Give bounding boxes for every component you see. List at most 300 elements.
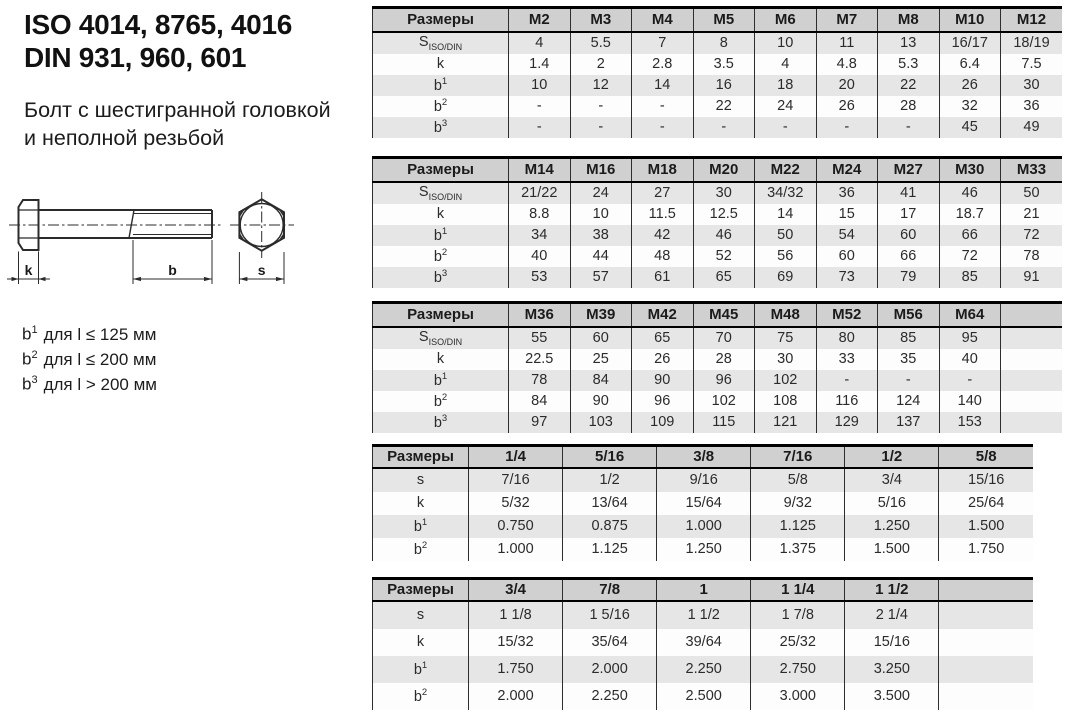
- size-column-header: 5/8: [939, 446, 1033, 469]
- value-cell: 5/32: [469, 492, 563, 515]
- row-label: $b^1$: [373, 75, 509, 96]
- size-column-header: M52: [816, 303, 878, 328]
- size-column-header: M42: [632, 303, 694, 328]
- value-cell: [1001, 349, 1063, 370]
- value-cell: 25: [570, 349, 632, 370]
- product-subtitle: [24, 96, 331, 152]
- table-metric-m36-m64: [372, 301, 1062, 433]
- value-cell: 102: [755, 370, 817, 391]
- value-cell: 115: [693, 412, 755, 433]
- table-inch-small: [372, 444, 1033, 561]
- table-row: [373, 349, 1063, 370]
- dimension-table: [372, 156, 1062, 288]
- table-row: [373, 96, 1063, 117]
- value-cell: 14: [632, 75, 694, 96]
- value-cell: 1.4: [509, 54, 571, 75]
- size-column-header: M30: [939, 158, 1001, 183]
- value-cell: 1.375: [751, 538, 845, 561]
- note-symbol: b: [22, 374, 32, 394]
- size-column-header: M24: [816, 158, 878, 183]
- subtitle-line-2: и неполной резьбой: [24, 126, 225, 150]
- value-cell: 5/16: [845, 492, 939, 515]
- value-cell: 15/16: [939, 468, 1033, 492]
- value-cell: 60: [878, 225, 940, 246]
- value-cell: 22: [693, 96, 755, 117]
- table-metric-m2-m12: [372, 6, 1062, 138]
- row-label: $b^1$: [373, 656, 469, 683]
- size-column-header: M5: [693, 8, 755, 33]
- dimension-lines: [7, 240, 284, 284]
- value-cell: 75: [755, 327, 817, 349]
- value-cell: -: [632, 117, 694, 138]
- value-cell: 14: [755, 204, 817, 225]
- size-column-header: 1 1/4: [751, 579, 845, 602]
- dim-label-k: k: [24, 262, 33, 278]
- row-label: $b^3$: [373, 412, 509, 433]
- value-cell: 109: [632, 412, 694, 433]
- table-row: [373, 391, 1063, 412]
- value-cell: 46: [693, 225, 755, 246]
- value-cell: -: [693, 117, 755, 138]
- value-cell: 39/64: [657, 629, 751, 656]
- dimension-table: [372, 444, 1033, 561]
- value-cell: 9/32: [751, 492, 845, 515]
- value-cell: 137: [878, 412, 940, 433]
- value-cell: 60: [570, 327, 632, 349]
- value-cell: 50: [755, 225, 817, 246]
- value-cell: 2.250: [657, 656, 751, 683]
- row-label: k: [373, 629, 469, 656]
- value-cell: 65: [632, 327, 694, 349]
- value-cell: 34/32: [755, 182, 817, 204]
- thread-length-notes: [22, 320, 157, 395]
- size-column-header: 7/8: [563, 579, 657, 602]
- value-cell: 2.500: [657, 683, 751, 710]
- value-cell: 50: [1001, 182, 1063, 204]
- value-cell: 52: [693, 246, 755, 267]
- value-cell: 84: [570, 370, 632, 391]
- value-cell: [939, 656, 1033, 683]
- value-cell: -: [509, 117, 571, 138]
- value-cell: 129: [816, 412, 878, 433]
- row-label-column-header: Размеры: [373, 158, 509, 183]
- value-cell: 1.125: [751, 515, 845, 538]
- row-label: k: [373, 349, 509, 370]
- value-cell: 3.250: [845, 656, 939, 683]
- value-cell: [1001, 412, 1063, 433]
- row-label: $b^2$: [373, 391, 509, 412]
- value-cell: 46: [939, 182, 1001, 204]
- size-column-header: M18: [632, 158, 694, 183]
- row-label: $S_{ISO/DIN}$: [373, 182, 509, 204]
- size-column-header: M36: [509, 303, 571, 328]
- size-column-header: M4: [632, 8, 694, 33]
- row-label: $b^2$: [373, 246, 509, 267]
- value-cell: 4: [509, 32, 571, 54]
- dimension-table: [372, 6, 1062, 138]
- size-column-header: M39: [570, 303, 632, 328]
- value-cell: 2.000: [563, 656, 657, 683]
- row-label-column-header: Размеры: [373, 303, 509, 328]
- value-cell: 32: [939, 96, 1001, 117]
- value-cell: 34: [509, 225, 571, 246]
- value-cell: 2.250: [563, 683, 657, 710]
- size-column-header: M12: [1001, 8, 1063, 33]
- size-column-header: M56: [878, 303, 940, 328]
- note-b3: [22, 370, 157, 395]
- size-column-header: M22: [755, 158, 817, 183]
- note-symbol: b: [22, 324, 32, 344]
- value-cell: [939, 629, 1033, 656]
- value-cell: 22: [878, 75, 940, 96]
- value-cell: 17: [878, 204, 940, 225]
- value-cell: 36: [1001, 96, 1063, 117]
- size-column-header: 7/16: [751, 446, 845, 469]
- row-label: k: [373, 204, 509, 225]
- table-row: [373, 538, 1034, 561]
- value-cell: 0.750: [469, 515, 563, 538]
- table-row: [373, 75, 1063, 96]
- value-cell: 85: [878, 327, 940, 349]
- value-cell: -: [878, 370, 940, 391]
- table-inch-large: [372, 577, 1033, 710]
- table-row: [373, 656, 1034, 683]
- size-column-header: M33: [1001, 158, 1063, 183]
- table-row: [373, 246, 1063, 267]
- dim-label-s: s: [257, 262, 266, 278]
- table-row: [373, 412, 1063, 433]
- bolt-end-view: [230, 192, 294, 258]
- value-cell: 91: [1001, 267, 1063, 288]
- value-cell: 3.5: [693, 54, 755, 75]
- size-column-header: 1 1/2: [845, 579, 939, 602]
- table-metric-m14-m33: [372, 156, 1062, 288]
- size-column-header: M64: [939, 303, 1001, 328]
- din-standards-line: DIN 931, 960, 601: [24, 42, 247, 73]
- size-column-header: M14: [509, 158, 571, 183]
- note-text: для l > 200 мм: [43, 374, 157, 394]
- size-column-header: [1001, 303, 1063, 328]
- value-cell: 72: [939, 246, 1001, 267]
- value-cell: 1.125: [563, 538, 657, 561]
- value-cell: 1.750: [469, 656, 563, 683]
- value-cell: -: [755, 117, 817, 138]
- table-row: [373, 468, 1034, 492]
- table-row: [373, 225, 1063, 246]
- value-cell: 13/64: [563, 492, 657, 515]
- value-cell: 1.250: [845, 515, 939, 538]
- value-cell: 4: [755, 54, 817, 75]
- value-cell: -: [816, 117, 878, 138]
- row-label: $S_{ISO/DIN}$: [373, 32, 509, 54]
- size-column-header: M27: [878, 158, 940, 183]
- value-cell: 96: [693, 370, 755, 391]
- row-label: k: [373, 54, 509, 75]
- value-cell: 26: [816, 96, 878, 117]
- value-cell: 1 1/8: [469, 601, 563, 629]
- value-cell: 1.000: [657, 515, 751, 538]
- row-label: s: [373, 468, 469, 492]
- size-column-header: 1/2: [845, 446, 939, 469]
- value-cell: 18/19: [1001, 32, 1063, 54]
- dimension-table: [372, 577, 1033, 710]
- value-cell: 35: [878, 349, 940, 370]
- dimension-table: [372, 301, 1062, 433]
- row-label: $b^2$: [373, 538, 469, 561]
- value-cell: 85: [939, 267, 1001, 288]
- row-label: s: [373, 601, 469, 629]
- value-cell: 20: [816, 75, 878, 96]
- value-cell: 11.5: [632, 204, 694, 225]
- value-cell: 4.8: [816, 54, 878, 75]
- value-cell: 1.500: [939, 515, 1033, 538]
- size-column-header: [939, 579, 1033, 602]
- value-cell: [1001, 391, 1063, 412]
- value-cell: 97: [509, 412, 571, 433]
- value-cell: 48: [632, 246, 694, 267]
- value-cell: 1.000: [469, 538, 563, 561]
- value-cell: 78: [1001, 246, 1063, 267]
- value-cell: 0.875: [563, 515, 657, 538]
- table-row: [373, 629, 1034, 656]
- value-cell: 11: [816, 32, 878, 54]
- value-cell: 21/22: [509, 182, 571, 204]
- note-symbol: b: [22, 349, 32, 369]
- value-cell: -: [816, 370, 878, 391]
- value-cell: 7.5: [1001, 54, 1063, 75]
- value-cell: 121: [755, 412, 817, 433]
- value-cell: 10: [509, 75, 571, 96]
- value-cell: 102: [693, 391, 755, 412]
- value-cell: 1 1/2: [657, 601, 751, 629]
- value-cell: 70: [693, 327, 755, 349]
- value-cell: 38: [570, 225, 632, 246]
- value-cell: 15: [816, 204, 878, 225]
- value-cell: 16/17: [939, 32, 1001, 54]
- value-cell: 3/4: [845, 468, 939, 492]
- value-cell: 103: [570, 412, 632, 433]
- value-cell: 1.750: [939, 538, 1033, 561]
- value-cell: 25/32: [751, 629, 845, 656]
- size-column-header: M20: [693, 158, 755, 183]
- value-cell: 30: [755, 349, 817, 370]
- size-column-header: M6: [755, 8, 817, 33]
- note-b2: [22, 345, 157, 370]
- note-b1: [22, 320, 157, 345]
- row-label: $b^2$: [373, 683, 469, 710]
- table-row: [373, 492, 1034, 515]
- value-cell: 35/64: [563, 629, 657, 656]
- note-sup: 2: [31, 349, 38, 362]
- value-cell: 72: [1001, 225, 1063, 246]
- value-cell: 95: [939, 327, 1001, 349]
- value-cell: 26: [939, 75, 1001, 96]
- value-cell: 10: [570, 204, 632, 225]
- row-label: $b^3$: [373, 267, 509, 288]
- table-row: [373, 267, 1063, 288]
- value-cell: 6.4: [939, 54, 1001, 75]
- value-cell: 140: [939, 391, 1001, 412]
- value-cell: 1 7/8: [751, 601, 845, 629]
- value-cell: 36: [816, 182, 878, 204]
- value-cell: 49: [1001, 117, 1063, 138]
- value-cell: [1001, 327, 1063, 349]
- value-cell: 40: [509, 246, 571, 267]
- value-cell: 18: [755, 75, 817, 96]
- row-label-column-header: Размеры: [373, 446, 469, 469]
- table-row: [373, 204, 1063, 225]
- value-cell: 1 5/16: [563, 601, 657, 629]
- table-row: [373, 32, 1063, 54]
- value-cell: 61: [632, 267, 694, 288]
- value-cell: 53: [509, 267, 571, 288]
- value-cell: 12.5: [693, 204, 755, 225]
- value-cell: 15/32: [469, 629, 563, 656]
- thread-runout-line: [129, 210, 134, 238]
- table-row: [373, 54, 1063, 75]
- size-column-header: 5/16: [563, 446, 657, 469]
- value-cell: 8: [693, 32, 755, 54]
- value-cell: 1/2: [563, 468, 657, 492]
- size-column-header: M48: [755, 303, 817, 328]
- value-cell: 5/8: [751, 468, 845, 492]
- value-cell: 30: [693, 182, 755, 204]
- value-cell: 2.8: [632, 54, 694, 75]
- row-label: $b^3$: [373, 117, 509, 138]
- table-row: [373, 683, 1034, 710]
- value-cell: 41: [878, 182, 940, 204]
- value-cell: 24: [570, 182, 632, 204]
- row-label: $b^1$: [373, 515, 469, 538]
- subtitle-line-1: Болт с шестигранной головкой: [24, 98, 331, 122]
- value-cell: 116: [816, 391, 878, 412]
- dim-label-b: b: [168, 262, 177, 278]
- value-cell: 3.500: [845, 683, 939, 710]
- size-column-header: M8: [878, 8, 940, 33]
- size-column-header: 3/4: [469, 579, 563, 602]
- note-sup: 3: [31, 374, 38, 387]
- row-label: k: [373, 492, 469, 515]
- size-column-header: M7: [816, 8, 878, 33]
- value-cell: 2 1/4: [845, 601, 939, 629]
- value-cell: 7/16: [469, 468, 563, 492]
- value-cell: 15/64: [657, 492, 751, 515]
- value-cell: 90: [632, 370, 694, 391]
- value-cell: 153: [939, 412, 1001, 433]
- value-cell: 2: [570, 54, 632, 75]
- row-label-column-header: Размеры: [373, 579, 469, 602]
- value-cell: 26: [632, 349, 694, 370]
- value-cell: 3.000: [751, 683, 845, 710]
- size-column-header: M3: [570, 8, 632, 33]
- row-label: $b^1$: [373, 225, 509, 246]
- value-cell: 54: [816, 225, 878, 246]
- note-sup: 1: [31, 324, 38, 336]
- value-cell: 40: [939, 349, 1001, 370]
- table-row: [373, 370, 1063, 391]
- value-cell: 2.000: [469, 683, 563, 710]
- bolt-technical-drawing: [5, 190, 305, 295]
- value-cell: 28: [693, 349, 755, 370]
- value-cell: -: [509, 96, 571, 117]
- value-cell: [939, 601, 1033, 629]
- standards-title: [24, 8, 292, 74]
- value-cell: 65: [693, 267, 755, 288]
- size-column-header: 1/4: [469, 446, 563, 469]
- value-cell: 27: [632, 182, 694, 204]
- value-cell: 44: [570, 246, 632, 267]
- value-cell: 9/16: [657, 468, 751, 492]
- value-cell: 80: [816, 327, 878, 349]
- value-cell: -: [570, 96, 632, 117]
- value-cell: 33: [816, 349, 878, 370]
- value-cell: 73: [816, 267, 878, 288]
- value-cell: 1.500: [845, 538, 939, 561]
- value-cell: 10: [755, 32, 817, 54]
- value-cell: 2.750: [751, 656, 845, 683]
- value-cell: 90: [570, 391, 632, 412]
- size-column-header: M10: [939, 8, 1001, 33]
- value-cell: 5.5: [570, 32, 632, 54]
- value-cell: 66: [939, 225, 1001, 246]
- value-cell: [1001, 370, 1063, 391]
- value-cell: -: [939, 370, 1001, 391]
- value-cell: 30: [1001, 75, 1063, 96]
- note-text: для l ≤ 200 мм: [43, 349, 157, 369]
- table-row: [373, 601, 1034, 629]
- row-label-column-header: Размеры: [373, 8, 509, 33]
- value-cell: 42: [632, 225, 694, 246]
- value-cell: 28: [878, 96, 940, 117]
- value-cell: 5.3: [878, 54, 940, 75]
- size-column-header: 3/8: [657, 446, 751, 469]
- row-label: $b^2$: [373, 96, 509, 117]
- value-cell: 108: [755, 391, 817, 412]
- value-cell: 16: [693, 75, 755, 96]
- value-cell: 18.7: [939, 204, 1001, 225]
- value-cell: 78: [509, 370, 571, 391]
- bolt-side-view: [9, 200, 223, 250]
- value-cell: 21: [1001, 204, 1063, 225]
- value-cell: 15/16: [845, 629, 939, 656]
- value-cell: 1.250: [657, 538, 751, 561]
- value-cell: 45: [939, 117, 1001, 138]
- table-row: [373, 515, 1034, 538]
- note-text: для l ≤ 125 мм: [43, 324, 157, 344]
- size-column-header: M2: [509, 8, 571, 33]
- value-cell: 8.8: [509, 204, 571, 225]
- value-cell: 84: [509, 391, 571, 412]
- value-cell: 13: [878, 32, 940, 54]
- value-cell: -: [632, 96, 694, 117]
- value-cell: 12: [570, 75, 632, 96]
- row-label: $b^1$: [373, 370, 509, 391]
- size-column-header: 1: [657, 579, 751, 602]
- value-cell: 66: [878, 246, 940, 267]
- value-cell: 57: [570, 267, 632, 288]
- value-cell: 56: [755, 246, 817, 267]
- value-cell: 7: [632, 32, 694, 54]
- value-cell: [939, 683, 1033, 710]
- table-row: [373, 117, 1063, 138]
- value-cell: 96: [632, 391, 694, 412]
- value-cell: 79: [878, 267, 940, 288]
- value-cell: 124: [878, 391, 940, 412]
- size-column-header: M45: [693, 303, 755, 328]
- value-cell: 55: [509, 327, 571, 349]
- table-row: [373, 327, 1063, 349]
- value-cell: 24: [755, 96, 817, 117]
